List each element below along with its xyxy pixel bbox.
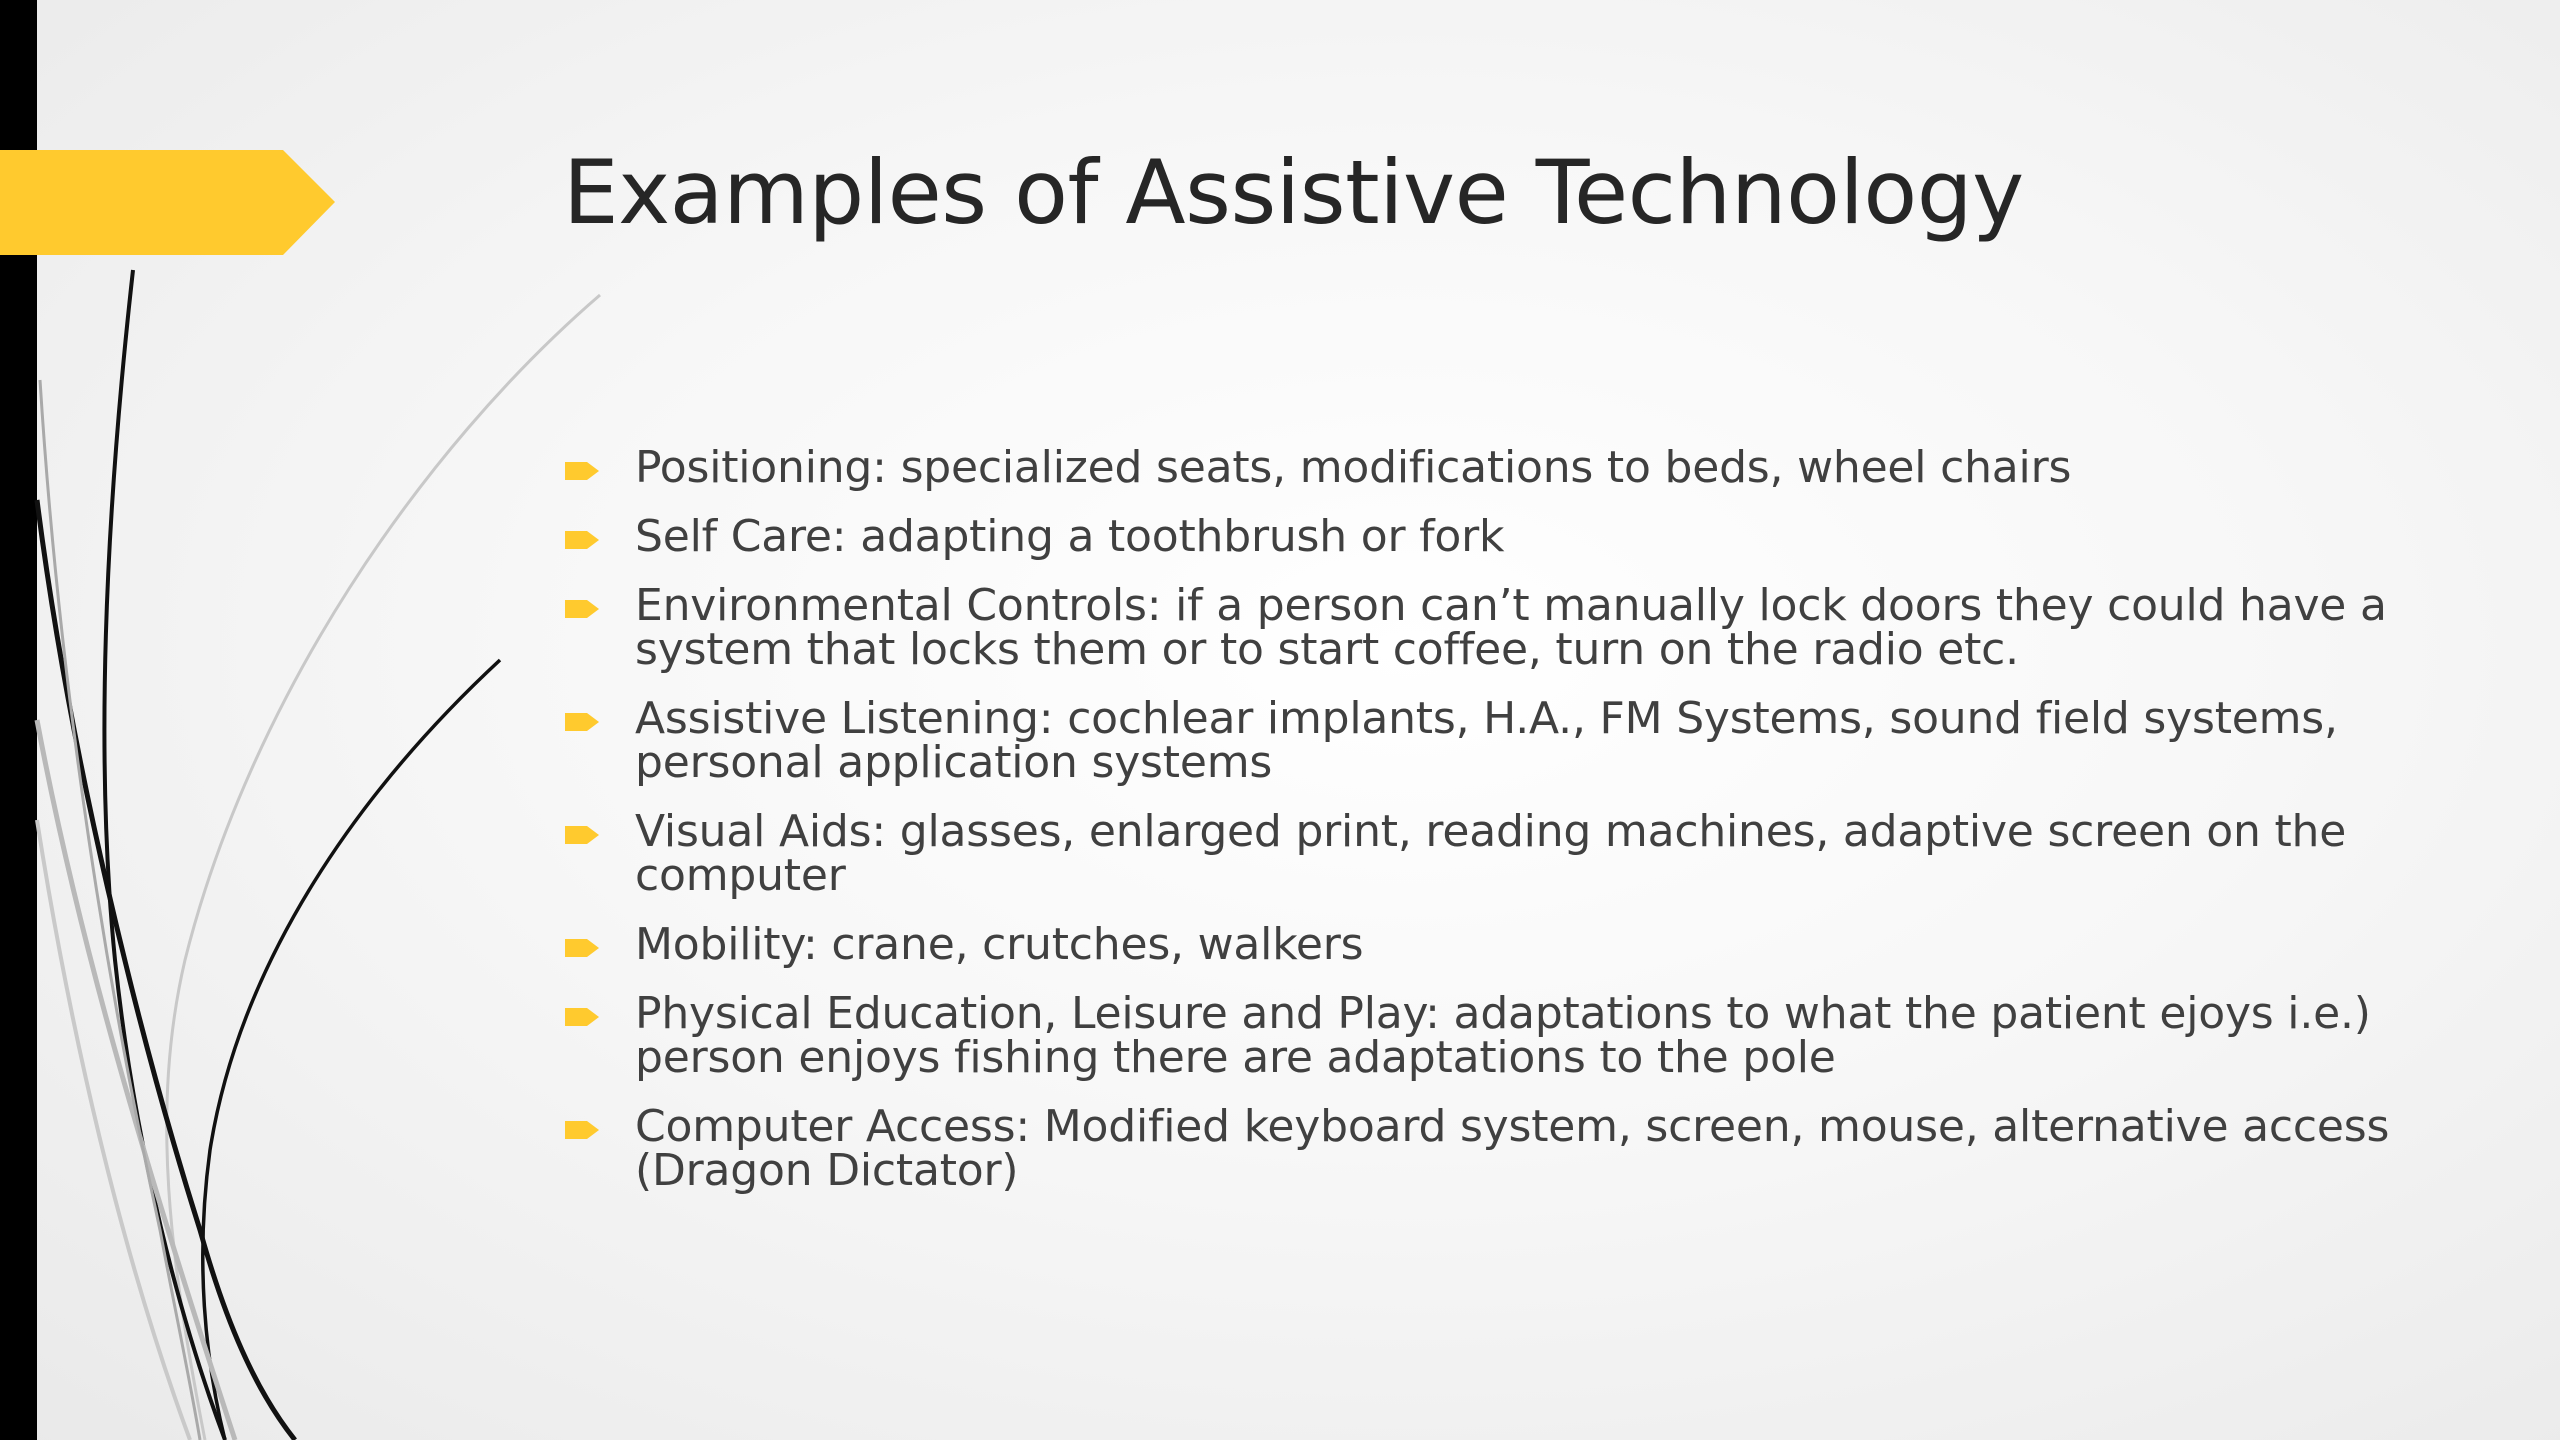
bullet-item xyxy=(563,693,2423,788)
bullet-text: Self Care: adapting a toothbrush or fork xyxy=(635,511,1505,562)
arrow-bullet-icon xyxy=(565,1006,599,1028)
bullet-item xyxy=(563,1101,2423,1196)
decorative-curve-black-3 xyxy=(37,500,295,1440)
arrow-bullet-icon xyxy=(565,1119,599,1141)
bullet-text: Assistive Listening: cochlear implants, H.A., FM Systems, sound field systems, personal application systems xyxy=(635,693,2338,788)
bullet-item xyxy=(563,988,2423,1083)
arrow-bullet-icon xyxy=(565,460,599,482)
bullet-text: Physical Education, Leisure and Play: adaptations to what the patient ejoys i.e.) person enjoys fishing there are adaptations to the pole xyxy=(635,988,2371,1083)
arrow-bullet-icon xyxy=(565,937,599,959)
bullet-text: Visual Aids: glasses, enlarged print, reading machines, adaptive screen on the computer xyxy=(635,806,2347,901)
bullet-text: Mobility: crane, crutches, walkers xyxy=(635,919,1364,970)
decorative-curve-black-2 xyxy=(105,270,225,1440)
arrow-bullet-icon xyxy=(565,529,599,551)
accent-arrow-tab xyxy=(0,150,335,255)
bullet-list xyxy=(563,442,2423,1218)
arrow-bullet-icon xyxy=(565,711,599,733)
bullet-text: Environmental Controls: if a person can’t manually lock doors they could have a system that locks them or to start coffee, turn on the radio etc. xyxy=(635,580,2387,675)
bullet-item xyxy=(563,511,2423,562)
arrow-bullet-icon xyxy=(565,824,599,846)
bullet-text: Positioning: specialized seats, modifications to beds, wheel chairs xyxy=(635,442,2072,493)
bullet-item xyxy=(563,919,2423,970)
bullet-item xyxy=(563,442,2423,493)
bullet-item xyxy=(563,580,2423,675)
slide-title: Examples of Assistive Technology xyxy=(563,141,2024,244)
bullet-text: Computer Access: Modified keyboard system, screen, mouse, alternative access (Dragon Dictator) xyxy=(635,1101,2390,1196)
arrow-bullet-icon xyxy=(565,598,599,620)
decorative-curve-light-1 xyxy=(167,295,600,1440)
bullet-item xyxy=(563,806,2423,901)
